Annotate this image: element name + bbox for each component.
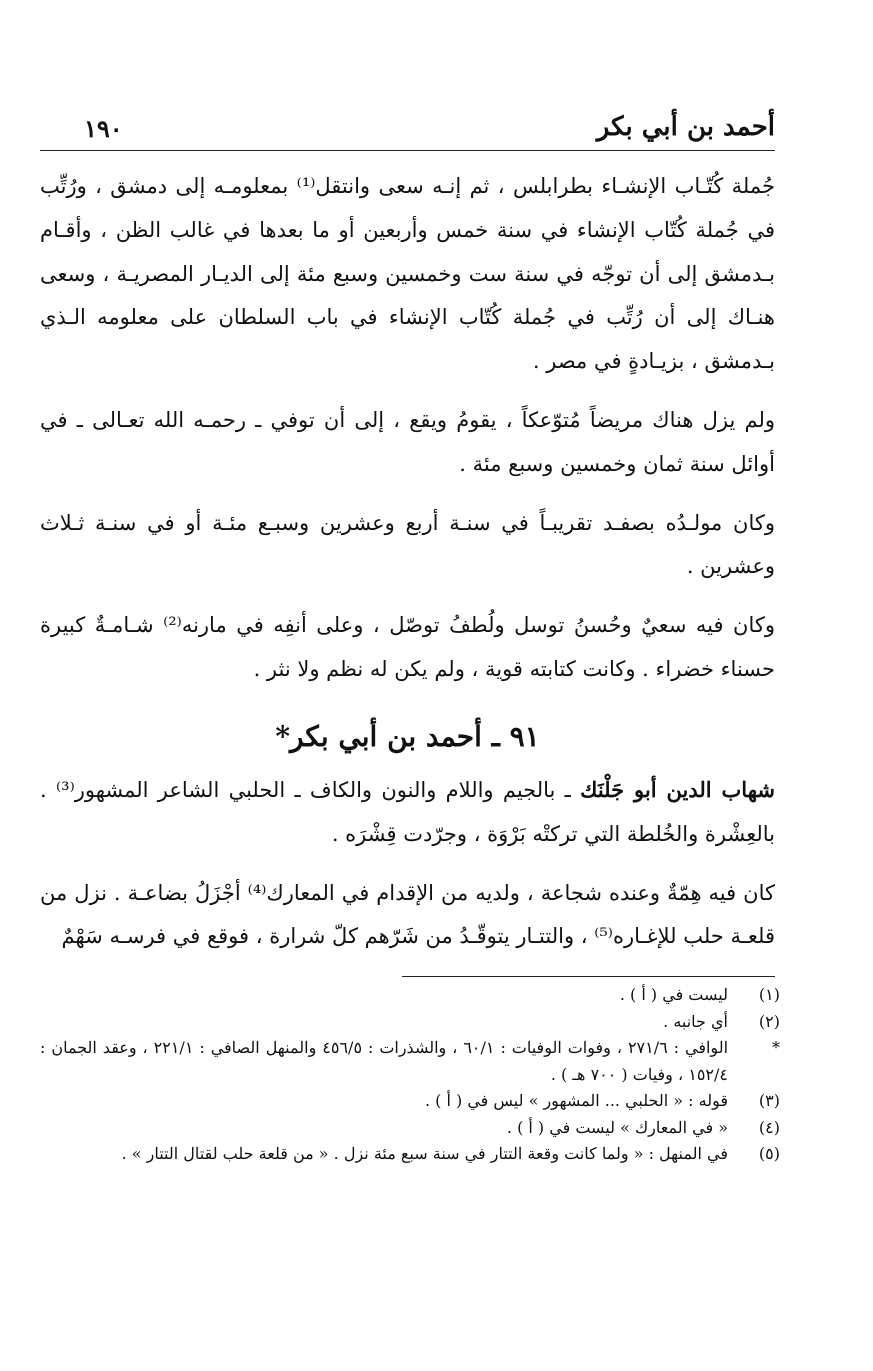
paragraph-text: ـ بالجيم واللام والنون والكاف ـ الحلبي الشاعر المشهور⁽³⁾ . بالعِشْرة والخُلطة التي تركتْه بَرْوَة ، وجرّدت قِشْرَه . bbox=[40, 778, 775, 846]
paragraph: وكان فيه سعيٌ وحُسنُ توسل ولُطفُ توصّل ، وعلى أنفِه في مارنه⁽²⁾ شـامـةٌ كبيرة حسناء خضراء . وكانت كتابته قوية ، ولم يكن له نظم ولا نثر . bbox=[40, 613, 776, 681]
main-text-entry bbox=[40, 768, 775, 959]
paragraph: ولم يزل هناك مريضاً مُتوّعكاً ، يقومُ ويقع ، إلى أن توفي ـ رحمـه الله تعـالى ـ في أوائل سنة ثمان وخمسين وسبع مئة . bbox=[40, 407, 775, 476]
running-header-title: أحمد بن أبي بكر bbox=[596, 112, 775, 142]
paragraph: وكان مولـدُه بصفـد تقريبـاً في سنـة أربع وعشرين وسبـع مئـة أو في سنـة ثـلاث وعشرين . bbox=[40, 510, 775, 579]
footnote-marker: (٢) bbox=[758, 1011, 780, 1031]
footnote-text: « في المعارك » ليست في ( أ ) . bbox=[506, 1117, 728, 1137]
footnote bbox=[40, 982, 780, 1009]
header-divider bbox=[40, 150, 775, 151]
footnote bbox=[40, 1009, 780, 1036]
footnote-marker: (٥) bbox=[758, 1144, 780, 1163]
footnote-text: قوله : « الحلبي ... المشهور » ليس في ( أ ) . bbox=[424, 1091, 728, 1110]
footnote-text: أي جانبه . bbox=[663, 1011, 728, 1031]
paragraph: جُملة كُتّـاب الإنشـاء بطرابلس ، ثم إنـه سعى وانتقل⁽¹⁾ بمعلومـه إلى دمشق ، ورُتِّب في جُملة كُتّاب الإنشاء في سنة خمس وأربعين أو ما بعدها في غالب الظن ، وأقـام بـدمشق إلى أن توجّه في سنة ست وخمسين وسبع مئة إلى الديـار المصريـة ، وسعى هنـاك إلى أن رُتِّب في جُملة كُتّاب الإنشاء في باب السلطان على معلومه الـذي بـدمشق ، بزيـادةٍ في مصر . bbox=[40, 174, 775, 374]
entry-heading: ٩١ ـ أحمد بن أبي بكر* bbox=[275, 720, 540, 753]
footnote-marker: (١) bbox=[758, 985, 780, 1004]
page-number: ١٩٠ bbox=[84, 114, 123, 143]
footnote-marker: (٣) bbox=[758, 1091, 780, 1110]
main-text-continued bbox=[40, 165, 775, 692]
entry-name: شهاب الدين أبو جَلْنَك bbox=[580, 777, 775, 802]
footnote-divider bbox=[402, 976, 775, 977]
footnote bbox=[40, 1088, 780, 1115]
footnotes bbox=[40, 982, 780, 1168]
footnote-text: في المنهل : « ولما كانت وقعة التتار في سنة سبع مئة نزل . « من قلعة حلب لقتال التتار » . bbox=[121, 1144, 728, 1163]
running-header bbox=[40, 112, 775, 148]
footnote bbox=[40, 1141, 780, 1168]
footnote bbox=[40, 1115, 780, 1142]
footnote-text: ليست في ( أ ) . bbox=[619, 985, 728, 1004]
footnote-marker: * bbox=[772, 1038, 780, 1057]
footnote-marker: (٤) bbox=[758, 1117, 780, 1137]
paragraph bbox=[40, 768, 775, 857]
footnote bbox=[40, 1035, 780, 1088]
paragraph: كان فيه هِمّةٌ وعنده شجاعة ، ولديه من الإقدام في المعارك⁽⁴⁾ أجْزَلُ بضاعـة . نزل من قلعـة حلب للإغـاره⁽⁵⁾ ، والتتـار يتوقّـدُ من شَرّهم كلّ شرارة ، فوقع في فرسـه سَهْمٌ bbox=[40, 880, 775, 949]
footnote-text: الوافي : ٢٧١/٦ ، وفوات الوفيات : ٦٠/١ ، والشذرات : ٤٥٦/٥ والمنهل الصافي : ٢٢١/١ ، وعقد الجمان : ١٥٢/٤ ، وفيات ( ٧٠٠ هـ ) . bbox=[40, 1038, 729, 1084]
